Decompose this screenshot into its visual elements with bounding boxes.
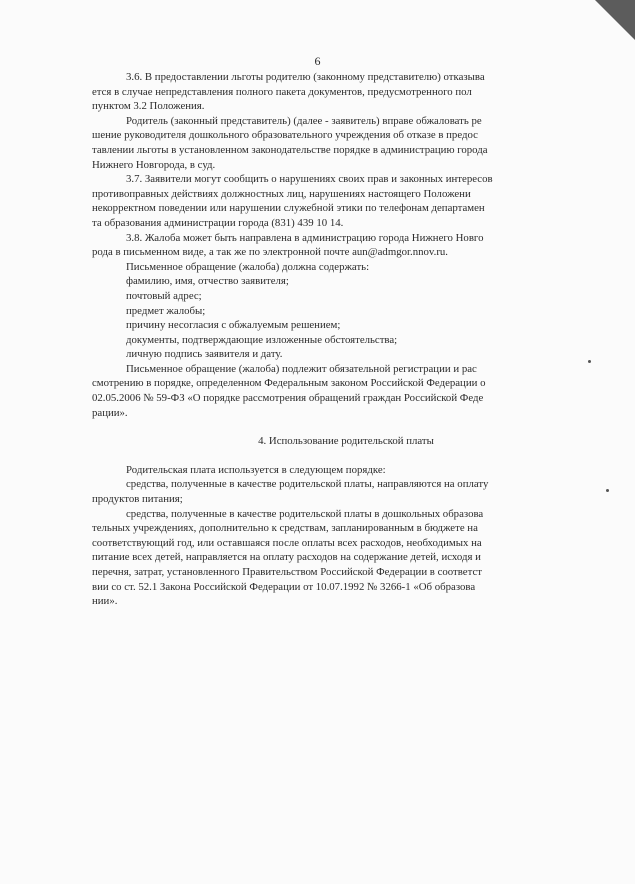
text-line: средства, полученные в качестве родительской платы в дошкольных образова: [126, 507, 484, 520]
text-line: 3.6. В предоставлении льготы родителю (законному представителю) отказыва: [126, 71, 485, 83]
text-line: рации».: [92, 406, 128, 419]
spacer: [92, 420, 600, 434]
text-line: Письменное обращение (жалоба) подлежит обязательной регистрации и рас: [126, 362, 477, 375]
spacer: [92, 449, 600, 463]
text-line: перечня, затрат, установленного Правительством Российской Федерации в соответст: [92, 566, 482, 578]
text-line: рода в письменном виде, а так же по электронной почте aun@admgor.nnov.ru.: [92, 246, 449, 259]
text-line: пунктом 3.2 Положения.: [92, 100, 205, 113]
text-line: 02.05.2006 № 59-ФЗ «О порядке рассмотрения обращений граждан Российской Феде: [92, 392, 484, 405]
text-line: Родительская плата используется в следующем порядке:: [126, 463, 386, 476]
text-line: Письменное обращение (жалоба) должна содержать:: [126, 260, 370, 273]
text-line: шение руководителя дошкольного образовательного учреждения об отказе в предос: [92, 129, 478, 142]
text-line: Нижнего Новгорода, в суд.: [92, 158, 216, 171]
page-number: 6: [314, 54, 321, 68]
text-line: продуктов питания;: [92, 493, 183, 506]
text-line: ется в случае непредставления полного пакета документов, предусмотренного пол: [92, 85, 472, 98]
section-heading: 4. Использование родительской платы: [258, 435, 434, 448]
text-line: питание всех детей, направляется на оплату расходов на содержание детей, исходя и: [92, 551, 481, 564]
scan-speck: [606, 489, 609, 492]
text-line: вии со ст. 52.1 Закона Российской Федерации от 10.07.1992 № 3266-1 «Об образова: [92, 580, 476, 593]
text-line: 3.8. Жалоба может быть направлена в администрацию города Нижнего Новго: [126, 231, 484, 244]
document-body: [92, 70, 600, 609]
text-line: 3.7. Заявители могут сообщить о нарушениях своих прав и законных интересов: [126, 173, 493, 186]
text-line: та образования администрации города (831) 439 10 14.: [92, 216, 344, 229]
text-line: средства, полученные в качестве родительской платы, направляются на оплату: [126, 478, 489, 491]
text-line: смотрению в порядке, определенном Федеральным законом Российской Федерации о: [92, 377, 486, 390]
text-line: тавлении льготы в установленном законодательстве порядке в администрацию города: [92, 143, 488, 156]
text-line: некорректном поведении или нарушении служебной этики по телефонам департамен: [92, 202, 485, 215]
scan-speck: [588, 360, 591, 363]
text-line: личную подпись заявителя и дату.: [126, 348, 283, 361]
text-line: предмет жалобы;: [126, 304, 206, 317]
text-line: нии».: [92, 595, 118, 608]
text-line: фамилию, имя, отчество заявителя;: [126, 275, 289, 288]
text-line: почтовый адрес;: [126, 289, 202, 302]
text-line: тельных учреждениях, дополнительно к средствам, запланированным в бюджете на: [92, 522, 478, 535]
text-line: документы, подтверждающие изложенные обстоятельства;: [126, 333, 398, 346]
text-line: Родитель (законный представитель) (далее - заявитель) вправе обжаловать ре: [126, 114, 482, 127]
text-line: соответствующий год, или оставшаяся после оплаты всех расходов, необходимых на: [92, 536, 482, 549]
text-line: причину несогласия с обжалуемым решением;: [126, 319, 341, 332]
page-corner-fold: [595, 0, 635, 40]
text-line: противоправных действиях должностных лиц, нарушениях настоящего Положени: [92, 187, 471, 200]
